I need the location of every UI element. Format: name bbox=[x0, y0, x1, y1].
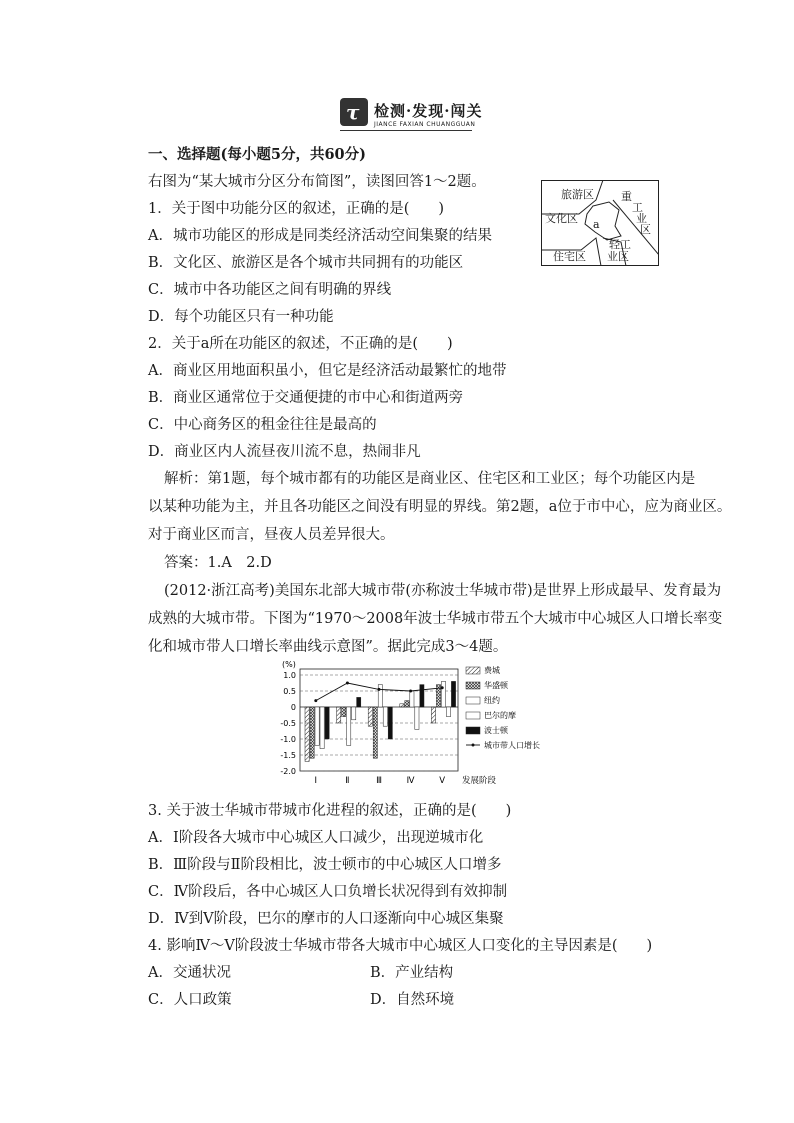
bar-5-4 bbox=[420, 685, 424, 707]
y-tick-label: -0.5 bbox=[280, 719, 296, 728]
y-tick-label: 1.0 bbox=[283, 671, 296, 680]
q4-stem: 4. 影响Ⅳ～Ⅴ阶段波士华城市带各大城市中心城区人口变化的主导因素是( ) bbox=[148, 938, 653, 954]
bar-4-3 bbox=[383, 707, 387, 726]
q3-option-b: B．Ⅲ阶段与Ⅱ阶段相比，波士顿市的中心城区人口增多 bbox=[148, 857, 502, 873]
y-axis-label: (%) bbox=[282, 660, 296, 669]
bar-5-1 bbox=[325, 707, 329, 739]
bar-5-2 bbox=[357, 697, 361, 707]
bar-2-3 bbox=[373, 707, 377, 758]
section-header-title: 检测·发现·闯关 bbox=[374, 102, 483, 120]
q2-stem: 2．关于a所在功能区的叙述，不正确的是( ) bbox=[148, 336, 453, 352]
bar-4-2 bbox=[352, 707, 356, 720]
legend-swatch-4 bbox=[466, 712, 480, 719]
x-tick-label: Ⅱ bbox=[345, 776, 350, 786]
section-logo bbox=[340, 98, 368, 126]
x-tick-label: Ⅳ bbox=[406, 776, 415, 786]
map-label-tourism: 旅游区 bbox=[561, 188, 594, 201]
bar-3-4 bbox=[410, 691, 414, 707]
city-zone-map bbox=[541, 180, 659, 266]
bar-1-1 bbox=[305, 707, 309, 761]
legend-label-line: 城市带人口增长 bbox=[484, 741, 540, 750]
intro-text-1: 右图为“某大城市分区分布简图”，读图回答1～2题。 bbox=[148, 174, 486, 190]
bar-2-4 bbox=[405, 701, 409, 707]
analysis-line-1: 解析：第1题，每个城市都有的功能区是商业区、住宅区和工业区；每个功能区内是 bbox=[164, 471, 696, 487]
x-axis-label: 发展阶段 bbox=[462, 776, 497, 786]
q4-option-c: C．人口政策 bbox=[148, 992, 232, 1008]
legend-line-marker bbox=[472, 744, 475, 747]
map-label-light-1: 轻工 bbox=[609, 238, 631, 251]
bar-3-1 bbox=[315, 707, 319, 745]
q2-option-d: D．商业区内人流昼夜川流不息，热闹非凡 bbox=[148, 444, 421, 460]
bar-4-5 bbox=[446, 707, 450, 717]
map-label-culture: 文化区 bbox=[545, 212, 578, 225]
x-tick-label: Ⅴ bbox=[439, 776, 446, 786]
legend-swatch-2 bbox=[466, 682, 480, 689]
bar-5-5 bbox=[451, 681, 455, 707]
y-tick-label: -2.0 bbox=[280, 767, 296, 776]
bar-1-3 bbox=[368, 707, 372, 726]
analysis-line-3: 对于商业区而言，昼夜人员差异很大。 bbox=[148, 527, 395, 543]
header-rule bbox=[340, 130, 472, 131]
bar-1-4 bbox=[400, 704, 404, 707]
section-header-subtitle: JIANCE FAXIAN CHUANGGUAN bbox=[374, 121, 476, 128]
map-label-heavy-2: 工 bbox=[632, 201, 643, 214]
q3-stem: 3. 关于波士华城市带城市化进程的叙述，正确的是( ) bbox=[148, 803, 512, 819]
bar-1-2 bbox=[337, 707, 341, 723]
q3-option-d: D．Ⅳ到Ⅴ阶段，巴尔的摩市的人口逐渐向中心城区集聚 bbox=[148, 911, 504, 927]
bar-2-1 bbox=[310, 707, 314, 758]
logo-glyph: τ bbox=[346, 100, 360, 124]
bar-3-2 bbox=[347, 707, 351, 745]
intro2-line-3: 化和城市带人口增长率曲线示意图”。据此完成3～4题。 bbox=[148, 639, 508, 655]
bar-4-4 bbox=[415, 707, 419, 729]
map-label-heavy-4: 区 bbox=[640, 223, 651, 236]
map-label-heavy-3: 业 bbox=[636, 212, 647, 225]
y-tick-label: -1.0 bbox=[280, 735, 296, 744]
q1-option-a: A．城市功能区的形成是同类经济活动空间集聚的结果 bbox=[148, 228, 492, 244]
bar-3-5 bbox=[441, 681, 445, 707]
q4-option-b: B．产业结构 bbox=[370, 965, 454, 981]
legend-swatch-1 bbox=[466, 667, 480, 674]
intro2-line-2: 成熟的大城市带。下图为“1970～2008年波士华城市带五个大城市中心城区人口增长率变 bbox=[148, 611, 723, 627]
q3-option-c: C．Ⅳ阶段后，各中心城区人口负增长状况得到有效抑制 bbox=[148, 884, 508, 900]
map-label-heavy-1: 重 bbox=[621, 190, 632, 203]
map-label-residential: 住宅区 bbox=[553, 250, 586, 263]
q4-option-a: A．交通状况 bbox=[148, 965, 231, 981]
x-tick-label: Ⅰ bbox=[314, 776, 318, 786]
y-tick-label: -1.5 bbox=[280, 751, 296, 760]
map-label-a: a bbox=[593, 218, 600, 231]
legend-label-3: 纽约 bbox=[484, 696, 500, 705]
x-tick-label: Ⅲ bbox=[376, 776, 382, 786]
section-title: 一、选择题(每小题5分，共60分) bbox=[148, 146, 366, 163]
q1-stem: 1．关于图中功能分区的叙述，正确的是( ) bbox=[148, 201, 445, 217]
q1-option-c: C．城市中各功能区之间有明确的界线 bbox=[148, 282, 392, 298]
y-tick-label: 0 bbox=[290, 703, 296, 712]
q2-option-b: B．商业区通常位于交通便捷的市中心和街道两旁 bbox=[148, 390, 464, 406]
y-tick-label: 0.5 bbox=[283, 687, 296, 696]
q3-option-a: A．Ⅰ阶段各大城市中心城区人口减少，出现逆城市化 bbox=[148, 830, 484, 846]
analysis-line-2: 以某种功能为主，并且各功能区之间没有明显的界线。第2题，a位于市中心，应为商业区。 bbox=[148, 499, 732, 515]
map-label-light-2: 业区 bbox=[607, 250, 629, 263]
legend-label-1: 费城 bbox=[484, 666, 500, 675]
intro2-line-1: (2012·浙江高考)美国东北部大城市带(亦称波士华城市带)是世界上形成最早、发育最为 bbox=[164, 583, 722, 599]
legend-label-2: 华盛顿 bbox=[484, 681, 508, 690]
legend-swatch-3 bbox=[466, 697, 480, 704]
q2-option-c: C．中心商务区的租金往往是最高的 bbox=[148, 417, 377, 433]
bar-1-5 bbox=[431, 707, 435, 723]
population-growth-chart bbox=[266, 659, 606, 791]
legend-label-5: 波士顿 bbox=[484, 726, 508, 735]
answer-1: 答案：1.A 2.D bbox=[164, 555, 272, 571]
q1-option-b: B．文化区、旅游区是各个城市共同拥有的功能区 bbox=[148, 255, 464, 271]
bar-5-3 bbox=[388, 707, 392, 739]
legend-label-4: 巴尔的摩 bbox=[484, 711, 516, 720]
q1-option-d: D．每个功能区只有一种功能 bbox=[148, 309, 334, 325]
bar-4-1 bbox=[320, 707, 324, 749]
legend-swatch-5 bbox=[466, 727, 480, 734]
q2-option-a: A．商业区用地面积虽小，但它是经济活动最繁忙的地带 bbox=[148, 363, 507, 379]
q4-option-d: D．自然环境 bbox=[370, 992, 455, 1008]
chart-svg bbox=[266, 659, 606, 791]
bar-2-2 bbox=[342, 707, 346, 717]
